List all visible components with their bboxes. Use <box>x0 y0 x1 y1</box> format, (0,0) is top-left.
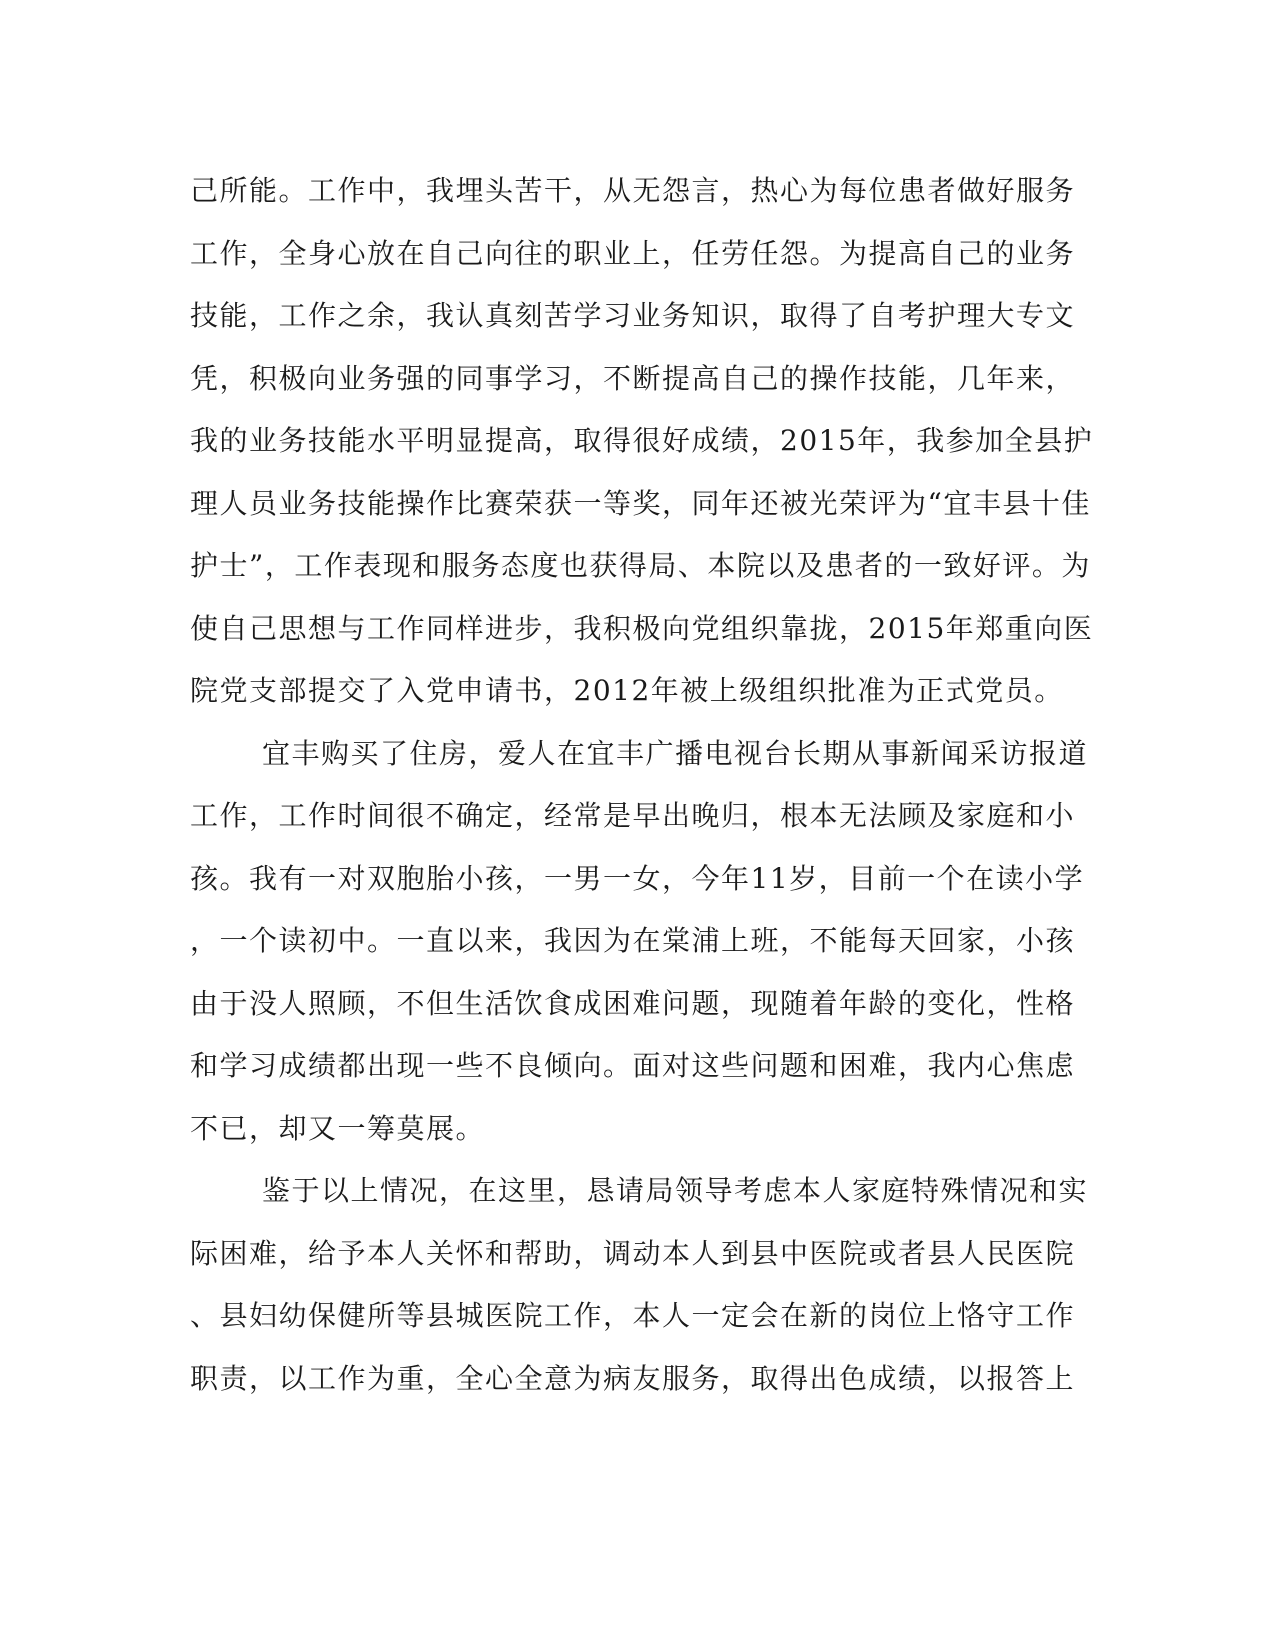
text-line: 技能，工作之余，我认真刻苦学习业务知识，取得了自考护理大专文 <box>190 299 1076 332</box>
text-line: 宜丰购买了住房，爱人在宜丰广播电视台长期从事新闻采访报道 <box>262 736 1089 770</box>
text-line: 职责，以工作为重，全心全意为病友服务，取得出色成绩，以报答上 <box>190 1361 1076 1395</box>
text-line: 凭，积极向业务强的同事学习，不断提高自己的操作技能，几年来， <box>190 361 1076 395</box>
paragraph-1 <box>190 160 1094 723</box>
text-line: 不已，却又一筹莫展。 <box>190 1111 486 1145</box>
text-line: ，一个读初中。一直以来，我因为在棠浦上班，不能每天回家，小孩 <box>190 924 1076 957</box>
paragraph-2 <box>190 723 1090 1161</box>
text-line: 工作，工作时间很不确定，经常是早出晚归，根本无法顾及家庭和小 <box>190 799 1076 832</box>
document-body <box>190 160 1094 1410</box>
text-line: 、县妇幼保健所等县城医院工作，本人一定会在新的岗位上恪守工作 <box>190 1299 1076 1332</box>
text-line: 鉴于以上情况，在这里，恳请局领导考虑本人家庭特殊情况和实 <box>262 1174 1089 1207</box>
text-line: 工作，全身心放在自己向往的职业上，任劳任怨。为提高自己的业务 <box>190 236 1076 270</box>
text-line: 己所能。工作中，我埋头苦干，从无怨言，热心为每位患者做好服务 <box>190 174 1076 207</box>
text-line: 际困难，给予本人关怀和帮助，调动本人到县中医院或者县人民医院 <box>190 1236 1076 1270</box>
text-line: 我的业务技能水平明显提高，取得很好成绩，2015年，我参加全县护 <box>190 424 1094 457</box>
text-line: 护士”，工作表现和服务态度也获得局、本院以及患者的一致好评。为 <box>190 549 1091 582</box>
text-line: 理人员业务技能操作比赛荣获一等奖，同年还被光荣评为“宜丰县十佳 <box>190 486 1091 520</box>
text-line: 由于没人照顾，不但生活饮食成困难问题，现随着年龄的变化，性格 <box>190 986 1076 1020</box>
text-line: 院党支部提交了入党申请书，2012年被上级组织批准为正式党员。 <box>190 674 1064 707</box>
text-line: 孩。我有一对双胞胎小孩，一男一女，今年11岁，目前一个在读小学 <box>190 861 1085 895</box>
text-line: 和学习成绩都出现一些不良倾向。面对这些问题和困难，我内心焦虑 <box>190 1049 1076 1082</box>
text-line: 使自己思想与工作同样进步，我积极向党组织靠拢，2015年郑重向医 <box>190 611 1094 645</box>
paragraph-3 <box>190 1160 1090 1410</box>
